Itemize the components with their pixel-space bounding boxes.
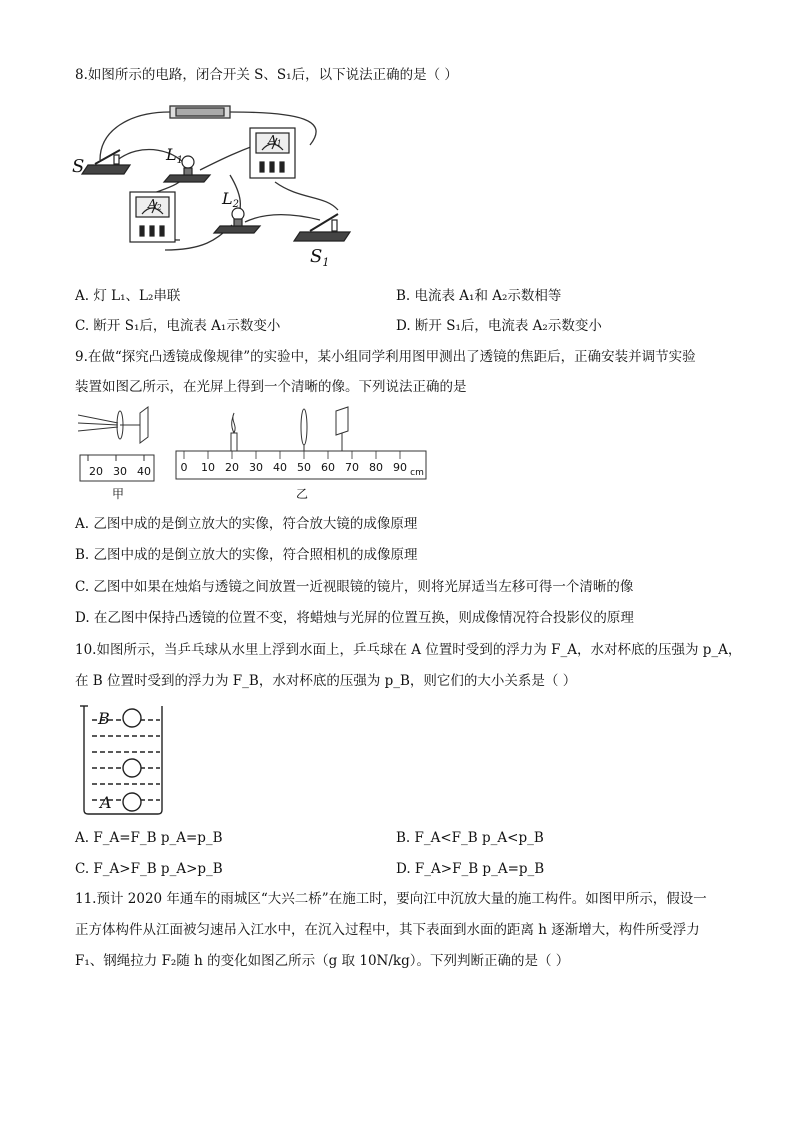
label-L1: L1 <box>166 145 183 166</box>
q10-stem-line2: 在 B 位置时受到的浮力为 F_B，水对杯底的压强为 p_B，则它们的大小关系是（ ） <box>75 673 577 689</box>
q9-option-c: C. 乙图中如果在烛焰与透镜之间放置一近视眼镜的镜片，则将光屏适当左移可得一个清晰的像 <box>75 579 634 595</box>
q11-line2: 正方体构件从江面被匀速吊入江水中，在沉入过程中，其下表面到水面的距离 h 逐渐增大，构件所受浮力 <box>75 922 700 938</box>
label-A2: A2 <box>148 197 162 212</box>
jia-tick-30: 30 <box>113 465 127 478</box>
yi-tick-70: 70 <box>345 461 359 474</box>
q8-stem: 8.如图所示的电路，闭合开关 S、S₁后，以下说法正确的是（ ） <box>75 67 458 83</box>
q9-figure-jia <box>78 405 158 500</box>
yi-tick-30: 30 <box>249 461 263 474</box>
q9-figure-yi <box>172 405 432 500</box>
label-B: B <box>98 709 110 728</box>
yi-tick-80: 80 <box>369 461 383 474</box>
q8-option-c: C. 断开 S₁后，电流表 A₁示数变小 <box>75 318 281 334</box>
yi-tick-90: 90 <box>393 461 407 474</box>
q8-option-b: B. 电流表 A₁和 A₂示数相等 <box>396 288 562 304</box>
yi-tick-20: 20 <box>225 461 239 474</box>
yi-tick-50: 50 <box>297 461 311 474</box>
yi-tick-60: 60 <box>321 461 335 474</box>
q10-option-c: C. F_A>F_B p_A>p_B <box>75 861 223 877</box>
label-S: S <box>72 156 85 177</box>
q10-option-a: A. F_A=F_B p_A=p_B <box>75 830 223 846</box>
q10-stem-line1: 10.如图所示，当乒乓球从水里上浮到水面上，乒乓球在 A 位置时受到的浮力为 F_A，水对杯底的压强为 p_A， <box>75 642 742 658</box>
label-S1: $S_1$ <box>310 246 330 269</box>
q10-beaker-figure <box>78 702 170 817</box>
label-A1: A1 <box>268 133 282 148</box>
q9-option-b: B. 乙图中成的是倒立放大的实像，符合照相机的成像原理 <box>75 547 418 563</box>
jia-label: 甲 <box>111 487 125 500</box>
yi-unit: cm <box>410 468 424 478</box>
q9-stem-line2: 装置如图乙所示，在光屏上得到一个清晰的像。下列说法正确的是 <box>75 379 467 395</box>
yi-label: 乙 <box>295 487 309 500</box>
q11-line1: 11.预计 2020 年通车的雨城区“大兴二桥”在施工时，要向江中沉放大量的施工构件。如图甲所示，假设一 <box>75 891 707 907</box>
label-L2: L2 <box>222 189 239 210</box>
q8-option-d: D. 断开 S₁后，电流表 A₂示数变小 <box>396 318 602 334</box>
q9-option-a: A. 乙图中成的是倒立放大的实像，符合放大镜的成像原理 <box>75 516 418 532</box>
q10-option-b: B. F_A<F_B p_A<p_B <box>396 830 544 846</box>
jia-tick-20: 20 <box>89 465 103 478</box>
q8-option-a: A. 灯 L₁、L₂串联 <box>75 288 181 304</box>
yi-tick-10: 10 <box>201 461 215 474</box>
q11-line3: F₁、钢绳拉力 F₂随 h 的变化如图乙所示（g 取 10N/kg）。下列判断正确的是（ ） <box>75 953 570 969</box>
q9-option-d: D. 在乙图中保持凸透镜的位置不变，将蜡烛与光屏的位置互换，则成像情况符合投影仪的原理 <box>75 610 634 626</box>
yi-tick-40: 40 <box>273 461 287 474</box>
yi-tick-0: 0 <box>180 461 188 474</box>
q10-option-d: D. F_A>F_B p_A=p_B <box>396 861 545 877</box>
label-A: A <box>100 793 112 812</box>
q9-stem-line1: 9.在做“探究凸透镜成像规律”的实验中，某小组同学利用图甲测出了透镜的焦距后，正确安装并调节实验 <box>75 349 696 365</box>
q8-circuit-figure <box>70 100 360 272</box>
jia-tick-40: 40 <box>137 465 151 478</box>
